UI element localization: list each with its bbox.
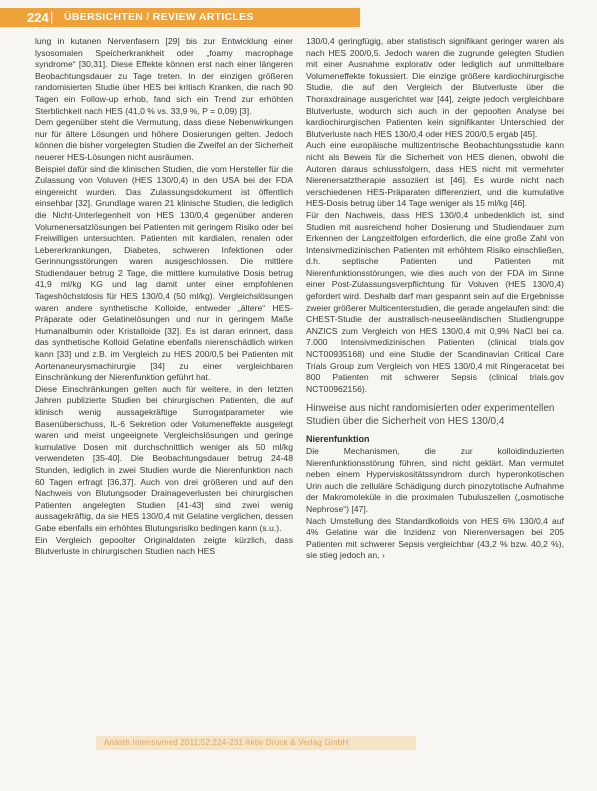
paragraph: Beispiel dafür sind die klinischen Studien, die vom Hersteller für die Zulassung von Voluven (HES 130/0,4) in den USA bei der FDA eingereicht wurden. Das Zulassungsdokument ist öffentlich einsehbar [32]. Grundlage waren 21 klinische Studien, die lediglich die Nicht-Unterlegenheit von HES 130/0,4 gegenüber anderen Volumenersatzlösungen bei Patienten mit geringem Risiko oder bei Freiwilligen untersuchten. Patienten mit kardialen, renalen oder Lebererkrankungen, Diabetes, schweren Infektionen oder Gerinnungsstörungen waren ausgeschlossen. Die mittlere Studiendauer betrug 2 Tage, die mittlere kumulative Dosis betrug 41,9 ml/kg KG und lag damit unter einer empfohlenen Tageshöchstdosis für HES 130/0,4 (50 ml/kg). Vergleichslösungen waren andere synthetische Kolloide, entweder „ältere“ HES-Präparate oder Gelatinelösungen und nur in geringem Maße Humanalbumin oder Kristalloide [32]. Es ist daran erinnert, dass das synthetische Kolloid Gelatine ebenfalls nierenschädlich wirken kann [33] und z.B. im Vergleich zu HES 200/0,5 bei Patienten mit Aortenaneurysmachirurgie [34] zu einer vergleichbaren Einschränkung der Nierenfunktion geführt hat. (35, 163, 293, 383)
section-title: ÜBERSICHTEN / REVIEW ARTICLES (64, 11, 254, 23)
paragraph: Für den Nachweis, dass HES 130/0,4 unbedenklich ist, sind Studien mit ausreichend hoher Dosierung und Studiendauer zum Erkennen der Langzeitfolgen erforderlich, die eine große Zahl von Intensivmedizinischen Patienten mit erhöhtem Risiko einschließen, d.h. septische Patienten und Patienten mit Nierenfunktionsstörungen, wie dies auch von der FDA im Sinne einer Post-Zulassungsverpflichtung für Voluven (HES 130/0,4) gefordert wird. Deshalb darf man gespannt sein auf die Ergebnisse zweier größerer Multicenterstudien, die gerade angelaufen sind: die CHEST-Studie der australisch-neuseeländischen Studiengruppe ANZICS zum Vergleich von HES 130/0,4 mit 0,9% NaCl bei ca. 7.000 Intensivmedizinischen Patienten (clinical trials.gov NCT00935168) und eine Studie der Scandinavian Critical Care Trials Group zum Vergleich von HES 130/0,4 mit Ringeracetat bei 800 Patienten mit schwerer Sepsis (clinical trials.gov NCT00962156). (306, 209, 564, 394)
paragraph: Diese Einschränkungen gelten auch für weitere, in den letzten Jahren publizierte Studien bei chirurgischen Patienten, die auf klinisch wenig aussagekräftige Surrogatparameter wie Basenüberschuss, IL-6 Sekretion oder Volumeneffekte ausgelegt waren und meist ungeeignete Vergleichslösungen und geringe kumulative Dosen mit durchschnittlich weniger als 50 ml/kg verwendeten [35-40]. Die Beobachtungsdauer betrug 24-48 Stunden, lediglich in zwei Studien wurde die Nierenfunktion nach 60 Tagen erfragt [36,37]. Auch von drei größeren und auf den Nachweis von Blutungsoder Drainageverlusten bei chirurgischen Patienten angelegten Studien [41-43] sind zwei wenig aussagekräftig, da sie HES 130/0,4 mit Gelatine verglichen, dessen Gabe ebenfalls ein erhöhtes Blutungsrisiko bedingen kann (s.u.). (35, 383, 293, 533)
page-number: 224 (27, 10, 49, 25)
page-footer (0, 734, 597, 754)
left-column (35, 36, 293, 558)
paragraph: Dem gegenüber steht die Vermutung, dass diese Nebenwirkungen nur für ältere Lösungen und höhere Dosierungen gelten. Jedoch können die bisher vorgelegten Studien die Zweifel an der Sicherheit neuerer HES-Lösungen nicht ausräumen. (35, 117, 293, 162)
paragraph: 130/0,4 geringfügig, aber statistisch signifikant geringer waren als nach HES 200/0,5. Jedoch waren die zugrunde gelegten Studien mit einer Ausnahme explorativ oder lediglich auf unmittelbare Volumeneffekte fokussiert. Die einzige größere kardiochirurgische Studie, die auf den Vergleich der Blutverluste über die Thoraxdrainage ausgerichtet war [44], zeigte jedoch vergleichbare Blutverluste, wodurch sich auch in der gepoolten Analyse bei kardiochirurgischen Patienten kein signifikanter Unterschied der Blutverluste nach HES 130/0,4 oder HES 200/0,5 ergab [45]. (306, 36, 564, 139)
header-separator: | (50, 9, 54, 24)
lead-heading: Hinweise aus nicht randomisierten oder experimentellen Studien über die Sicherheit von HES 130/0,4 (306, 403, 555, 427)
subheading: Nierenfunktion (306, 434, 370, 445)
paragraph: lung in kutanen Nervenfasern [29] bis zur Entwicklung einer lysosomalen Speicherkrankheit oder „foamy macrophage syndrome“ [30,31]. Diese Effekte können erst nach einer längeren Beobachtungsdauer zu Tage treten. In der einzigen größeren randomisierten Studie über HES bei kritisch Kranken, die nach 90 Tagen ein Follow-up erhob, fand sich ein Trend zur erhöhten Sterblichkeit nach HES (41,0 % vs. 33,9 %, P = 0,09) [3]. (35, 36, 293, 116)
paragraph: Die Mechanismen, die zur kolloidinduzierten Nierenfunktionsstörung führen, sind nicht geklärt. Man vermutet neben einem Hyperviskositätssyndrom durch hyperonkotischen Urin auch die zelluläre Schädigung durch pinozytotische Aufnahme der Makromoleküle in die proximalen Tubuluszellen („osmotische Nephrose“) [47]. (306, 446, 564, 514)
page-header (0, 8, 597, 27)
footer-text: Anästh Intensivmed 2011;52:224-231 Aktiv Druck & Verlag GmbH (104, 738, 349, 747)
paragraph: Auch eine europäische multizentrische Beobachtungsstudie kann nicht als Beweis für die Sicherheit von HES dienen, obwohl die Autoren daraus schlussfolgern, dass HES nicht mit vermehrter Nierenersatztherapie assoziiert ist [46]. Es wurde nicht nach verschiedenen HES-Präparaten differenziert, und die kumulative HES-Dosis betrug über 14 Tage weniger als 15 ml/kg [46]. (306, 140, 564, 209)
right-column (306, 36, 564, 562)
paragraph: Nach Umstellung des Standardkolloids von HES 6% 130/0,4 auf 4% Gelatine war die Inzidenz von Nierenversagen bei 205 Patienten mit schwerer Sepsis vergleichbar (43,2 % bzw. 40,2 %), sie stieg jedoch an, › (306, 515, 564, 561)
paragraph: Ein Vergleich gepoolter Originaldaten zeigte kürzlich, dass Blutverluste in chirurgischen Studien nach HES (35, 534, 293, 557)
